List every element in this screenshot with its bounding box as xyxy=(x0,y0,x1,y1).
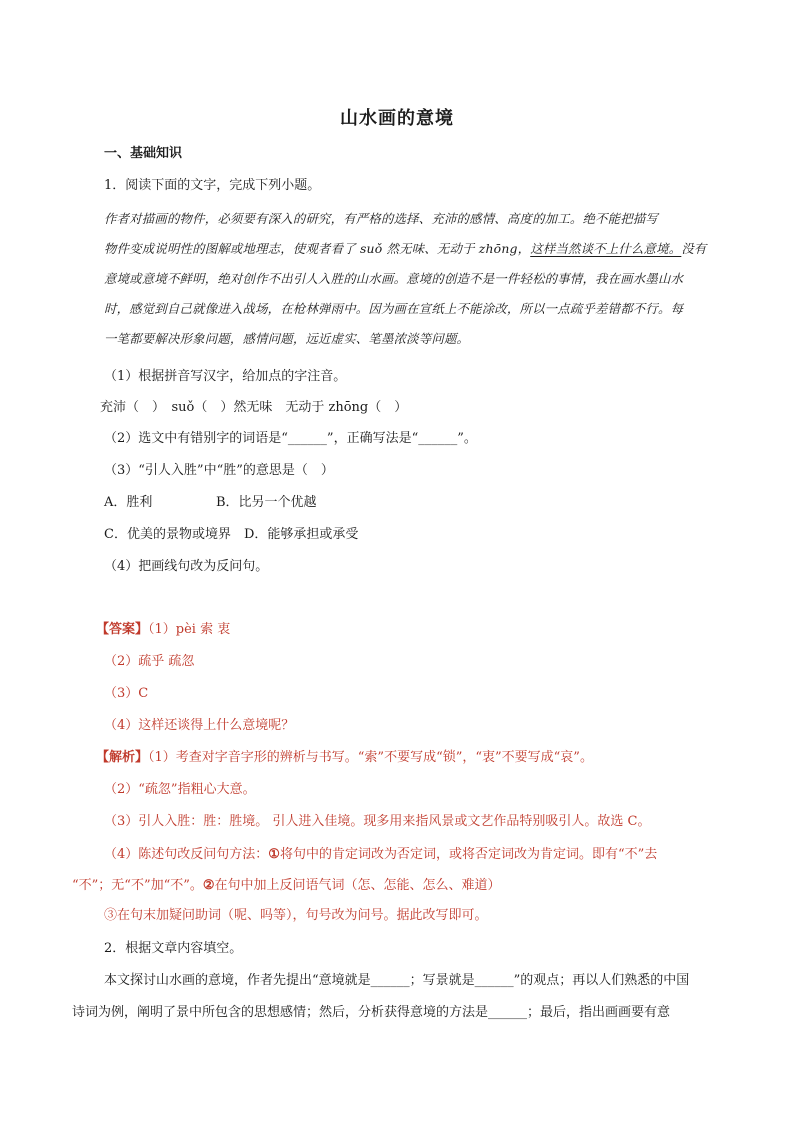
circle-number-1: ① xyxy=(268,847,280,862)
question-2-prompt: 2．根据文章内容填空。 xyxy=(104,941,243,956)
analysis-4-intro: （4）陈述句改反问句方法： xyxy=(104,847,269,862)
passage-line-2-end: 没有 xyxy=(681,241,707,256)
answer-3: （3）C xyxy=(104,686,149,701)
passage-line-4: 时，感觉到自己就像进入战场，在枪林弹雨中。因为画在宣纸上不能涂改，所以一点疏乎差错都不行。每 xyxy=(104,301,684,316)
analysis-4-rule-1: 将句中的肯定词改为否定词，或将否定词改为肯定词。即有“不”去 xyxy=(279,847,658,862)
passage-line-1: 作者对描画的物件，必须要有深入的研究，有严格的选择、充沛的感情、高度的加工。绝不能把描写 xyxy=(104,211,658,226)
answer-label: 【答案】 xyxy=(96,622,149,637)
option-d: D．能够承担或承受 xyxy=(244,527,359,542)
question-1-prompt: 1．阅读下面的文字，完成下列小题。 xyxy=(104,178,321,193)
subquestion-3: （3）“引人入胜”中“胜”的意思是（ ） xyxy=(104,463,334,478)
circle-number-2: ② xyxy=(202,878,215,893)
options-row-2 xyxy=(104,525,358,545)
answer-line-1 xyxy=(96,620,230,640)
answer-4: （4）这样还谈得上什么意境呢？ xyxy=(104,718,295,733)
analysis-4-rule-1-end: “不”；无“不”加“不”。 xyxy=(72,878,203,893)
section-heading: 一、基础知识 xyxy=(104,146,183,161)
analysis-4-rule-2: 在句中加上反问语气词（怎、怎能、怎么、难道） xyxy=(214,878,501,893)
analysis-1: （1）考查对字音字形的辨析与书写。“索”不要写成“锁”，“衷”不要写成“哀”。 xyxy=(148,750,593,765)
analysis-label: 【解析】 xyxy=(96,750,149,765)
analysis-4-rule-3: ③在句末加疑问助词（呢、吗等）， xyxy=(104,908,306,923)
analysis-2: （2）“疏忽”指粗心大意。 xyxy=(104,782,256,797)
analysis-line-1 xyxy=(96,748,593,768)
passage-line-2 xyxy=(104,239,707,259)
subquestion-4: （4）把画线句改为反问句。 xyxy=(104,559,269,574)
underlined-sentence: 这样当然谈不上什么意境。 xyxy=(530,241,682,256)
subquestion-2: （2）选文中有错别字的词语是“______”，正确写法是“______”。 xyxy=(104,431,477,446)
analysis-4-conclusion: 句号改为问号。据此改写即可。 xyxy=(305,908,488,923)
page-title: 山水画的意境 xyxy=(340,108,454,129)
subquestion-1-blanks: 充沛（ ） suǒ（ ）然无味 无动于 zhōng（ ） xyxy=(100,400,408,415)
passage-line-3: 意境或意境不鲜明，绝对创作不出引人入胜的山水画。意境的创造不是一件轻松的事情，我在画水墨山水 xyxy=(104,271,684,286)
passage-line-2-start: 物件变成说明性的图解或地理志，使观者看了 suǒ 然无味、无动于 zhōng， xyxy=(104,241,531,256)
answer-2: （2）疏乎 疏忽 xyxy=(104,654,195,669)
question-2-line-2: 诗词为例，阐明了景中所包含的思想感情；然后，分析获得意境的方法是______；最后，指出画画要有意 xyxy=(72,1005,671,1020)
option-b: B．比另一个优越 xyxy=(216,495,317,510)
passage-line-5: 一笔都要解决形象问题，感情问题，远近虚实、笔墨浓淡等问题。 xyxy=(104,331,470,346)
question-2-line-1: 本文探讨山水画的意境，作者先提出“意境就是______；写景就是______”的观点；再以人们熟悉的中国 xyxy=(104,973,690,988)
options-row-1 xyxy=(104,493,317,513)
subquestion-1: （1）根据拼音写汉字，给加点的字注音。 xyxy=(104,369,347,384)
analysis-4-line-2 xyxy=(72,876,501,896)
analysis-3: （3）引人入胜：胜：胜境。 引人进入佳境。现多用来指风景或文艺作品特别吸引人。故选 C。 xyxy=(104,814,651,829)
answer-1: （1）pèi 索 衷 xyxy=(148,622,231,637)
option-c: C．优美的景物或境界 xyxy=(104,527,231,542)
analysis-4-line-1 xyxy=(104,845,657,865)
option-a: A．胜利 xyxy=(104,495,153,510)
analysis-4-line-3 xyxy=(104,906,488,926)
